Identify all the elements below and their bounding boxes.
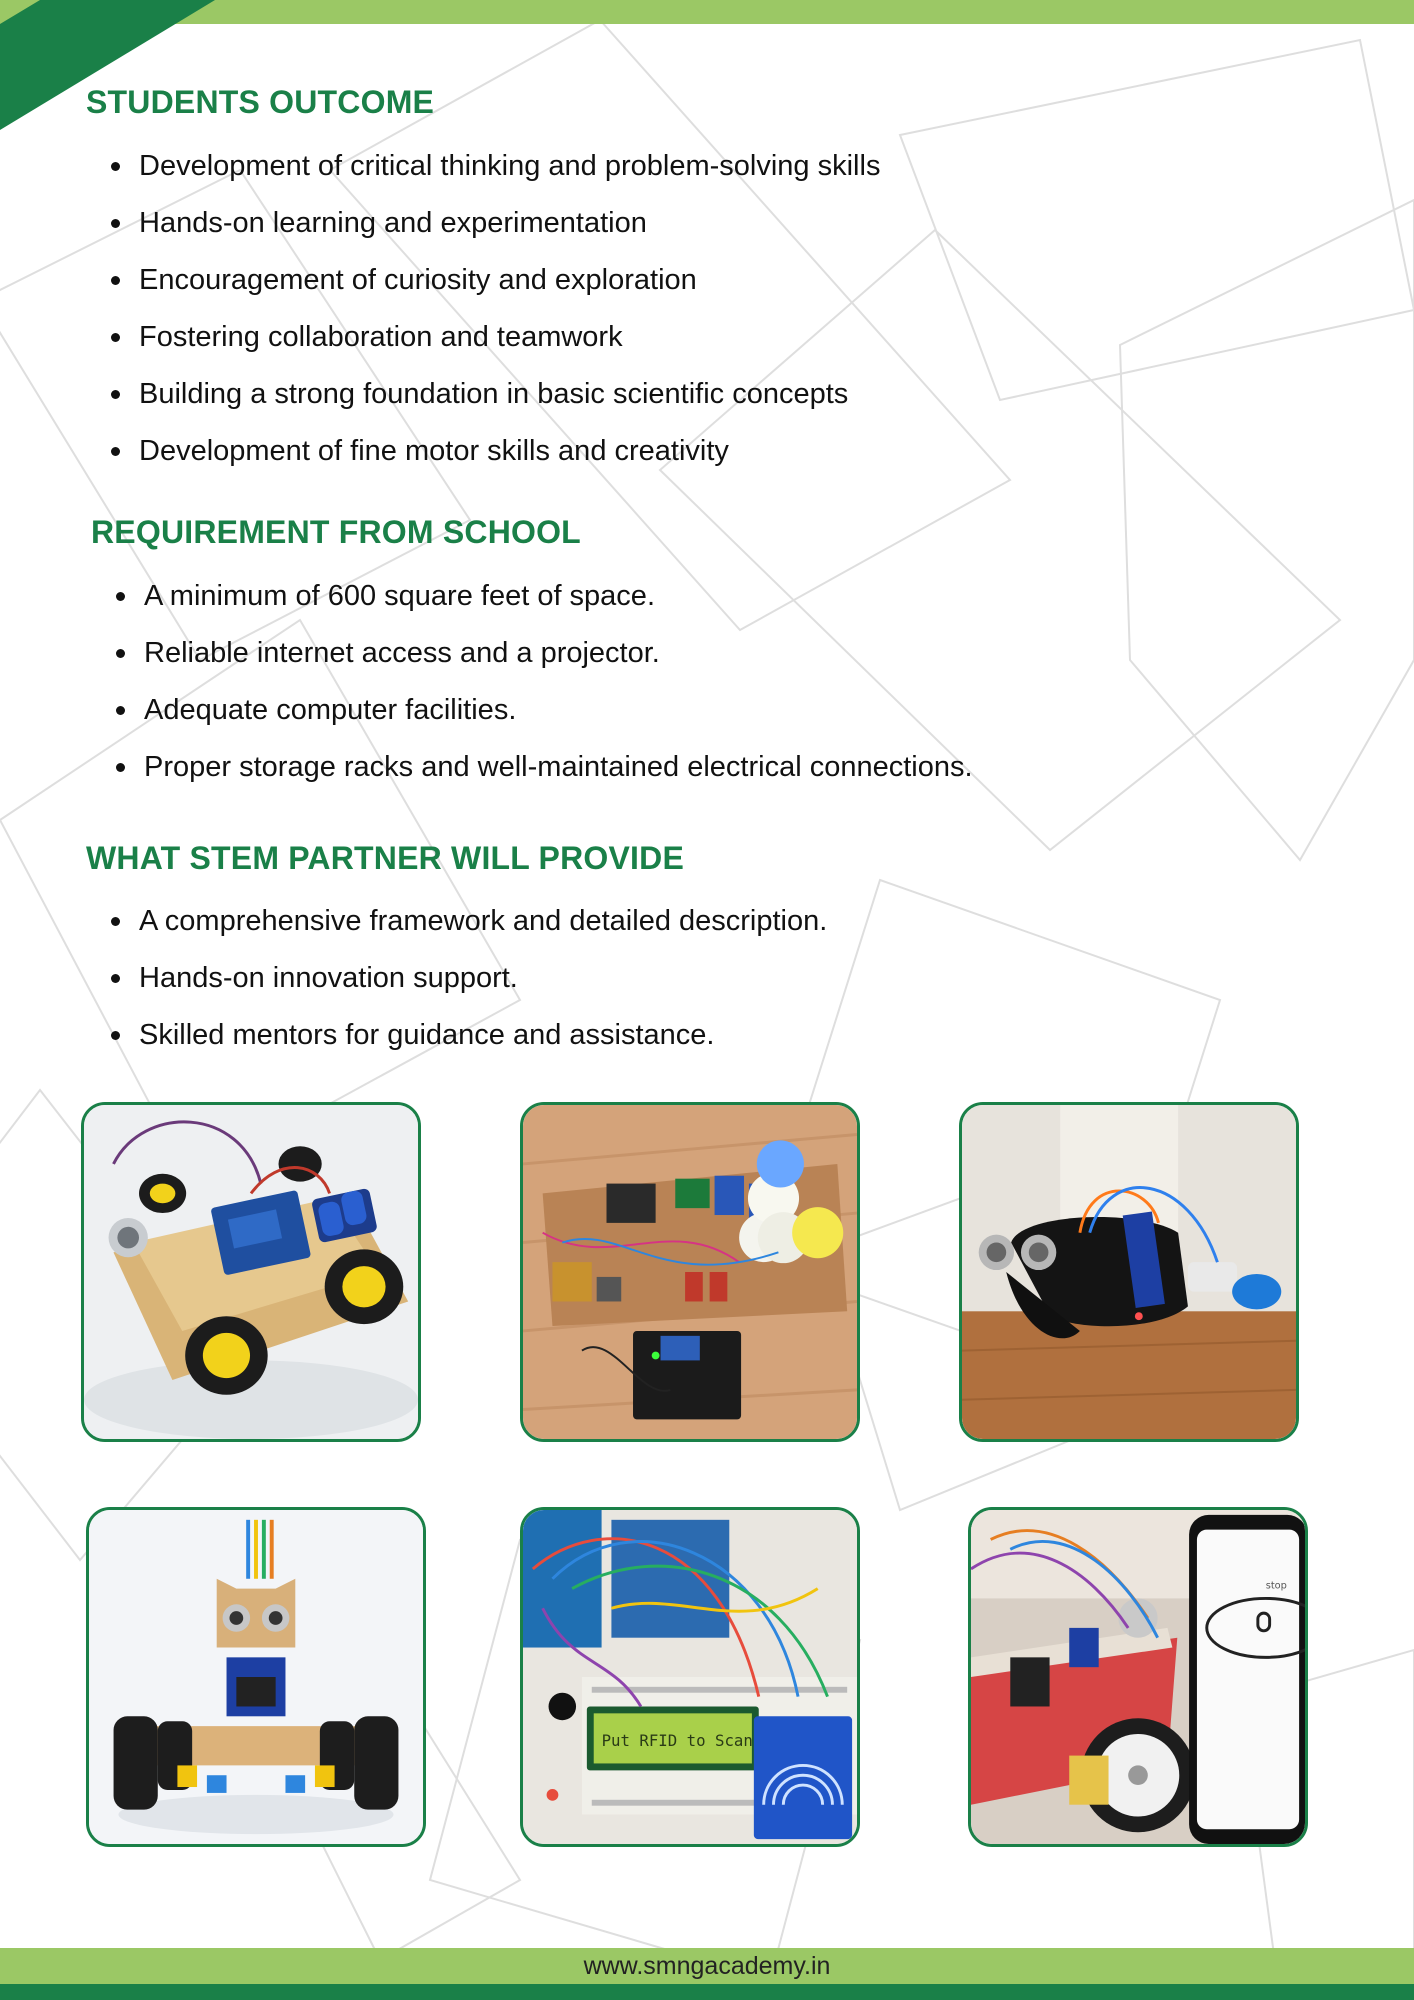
- smart-glasses-photo: [959, 1102, 1299, 1442]
- section-title-what-stem-partner-will-provide: WHAT STEM PARTNER WILL PROVIDE: [86, 840, 684, 876]
- list-item: Development of fine motor skills and creativity: [139, 423, 880, 480]
- list-item: Development of critical thinking and problem-solving skills: [139, 138, 880, 195]
- phone-screen-text: stop: [1265, 1580, 1287, 1592]
- list-item: Building a strong foundation in basic scientific concepts: [139, 366, 880, 423]
- list-item: Hands-on learning and experimentation: [139, 195, 880, 252]
- list-item: Skilled mentors for guidance and assistance.: [139, 1007, 827, 1064]
- list-item: Encouragement of curiosity and exploration: [139, 252, 880, 309]
- footer-website-link[interactable]: www.smngacademy.in: [583, 1952, 831, 1980]
- provide-list: [139, 893, 827, 1064]
- humanoid-robot-photo: [86, 1507, 426, 1847]
- list-item: A comprehensive framework and detailed description.: [139, 893, 827, 950]
- circuit-board-lights-photo: [520, 1102, 860, 1442]
- list-item: Reliable internet access and a projector.: [144, 625, 973, 682]
- students-outcome-list: [139, 138, 880, 480]
- lcd-text: Put RFID to Scan: [601, 1730, 753, 1750]
- list-item: Fostering collaboration and teamwork: [139, 309, 880, 366]
- robot-car-photo: [81, 1102, 421, 1442]
- section-title-students-outcome: STUDENTS OUTCOME: [86, 84, 435, 120]
- list-item: Hands-on innovation support.: [139, 950, 827, 1007]
- requirement-list: [144, 568, 973, 796]
- rfid-breadboard-photo: [520, 1507, 860, 1847]
- voice-controlled-car-photo: [968, 1507, 1308, 1847]
- list-item: A minimum of 600 square feet of space.: [144, 568, 973, 625]
- list-item: Proper storage racks and well-maintained electrical connections.: [144, 739, 973, 796]
- footer-bottom-bar: [0, 1984, 1414, 2000]
- corner-triangle-highlight: [0, 0, 40, 24]
- section-title-requirement-from-school: REQUIREMENT FROM SCHOOL: [91, 514, 581, 550]
- list-item: Adequate computer facilities.: [144, 682, 973, 739]
